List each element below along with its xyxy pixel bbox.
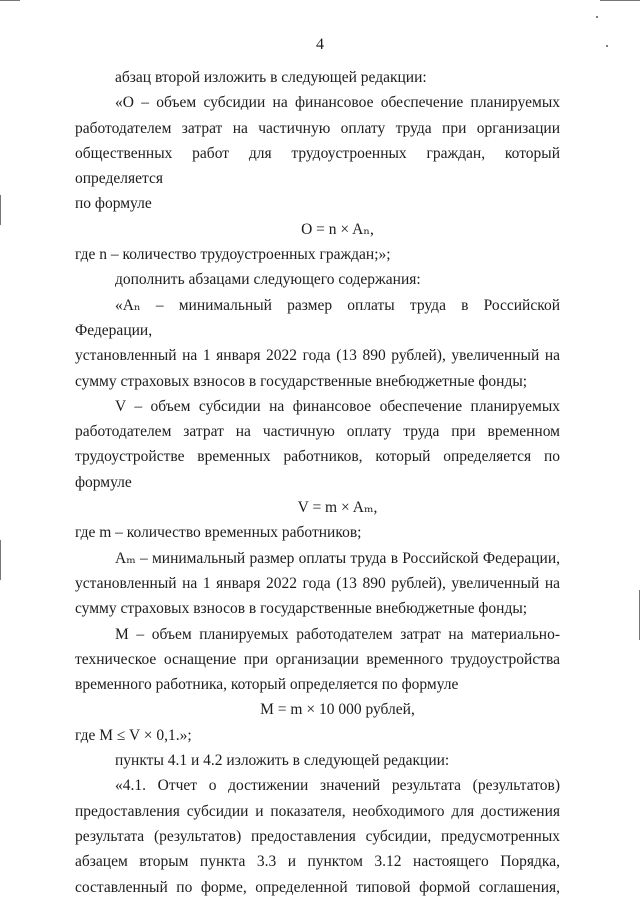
text-line: пункты 4.1 и 4.2 изложить в следующей редакции:: [115, 752, 450, 770]
text-line: установленный на 1 января 2022 года (13 890 рублей), увеличенный на: [75, 347, 560, 365]
text-line: общественных работ для трудоустроенных граждан, который определяется: [75, 144, 560, 188]
document-body: [75, 65, 560, 900]
text-line: техническое оснащение при организации временного трудоустройства: [75, 650, 560, 668]
page-number: 4: [316, 36, 324, 53]
text-line: сумму страховых взносов в государственные внебюджетные фонды;: [75, 372, 528, 390]
text-line: результата (результатов) предоставления субсидии, предусмотренных: [75, 827, 560, 845]
text-line: абзац второй изложить в следующей редакции:: [115, 69, 427, 86]
scan-speck: [606, 45, 608, 47]
text-line: V – объем субсидии на финансовое обеспечение планируемых: [115, 397, 560, 415]
text-line: дополнить абзацами следующего содержания:: [115, 271, 421, 289]
text-line: работодателем затрат на частичную оплату труда при организации: [75, 119, 560, 137]
text-line: где m – количество временных работников;: [75, 524, 362, 542]
formula-line: O = n × Aₙ,: [301, 220, 374, 238]
text-line: «Aₙ – минимальный размер оплаты труда в Российской Федерации,: [75, 296, 560, 339]
text-line: трудоустройстве временных работников, который определяется по: [75, 448, 560, 466]
text-line: работодателем затрат на частичную оплату труда при временном: [75, 423, 560, 441]
text-line: абзацем вторым пункта 3.3 и пунктом 3.12 настоящего Порядка,: [75, 853, 560, 871]
formula-line: V = m × Aₘ,: [297, 499, 378, 517]
scan-edge-left-lower: [0, 540, 1, 580]
text-line: Aₘ – минимальный размер оплаты труда в Российской Федерации,: [115, 549, 560, 567]
text-line: где n – количество трудоустроенных граждан;»;: [75, 246, 391, 264]
scan-edge-left: [0, 195, 1, 225]
scan-edge-top: [0, 0, 20, 1]
scan-edge-top-right: [600, 0, 640, 1]
text-line: «4.1. Отчет о достижении значений результата (результатов): [115, 777, 560, 795]
text-line: установленный на 1 января 2022 года (13 890 рублей), увеличенный на: [75, 574, 560, 592]
text-line: формуле: [75, 473, 132, 491]
text-line: «О – объем субсидии на финансовое обеспечение планируемых: [115, 94, 560, 112]
text-line: составленный по форме, определенной типовой формой соглашения,: [75, 878, 560, 896]
text-line: где M ≤ V × 0,1.»;: [75, 726, 192, 744]
text-line: предоставления субсидии и показателя, необходимого для достижения: [75, 802, 560, 820]
text-line: M – объем планируемых работодателем затрат на материально-: [115, 625, 560, 643]
text-line: сумму страховых взносов в государственные внебюджетные фонды;: [75, 600, 528, 618]
text-line: временного работника, который определяется по формуле: [75, 676, 459, 694]
scan-speck: [596, 16, 598, 18]
text-line: по формуле: [75, 195, 152, 213]
formula-line: M = m × 10 000 рублей,: [260, 701, 415, 719]
